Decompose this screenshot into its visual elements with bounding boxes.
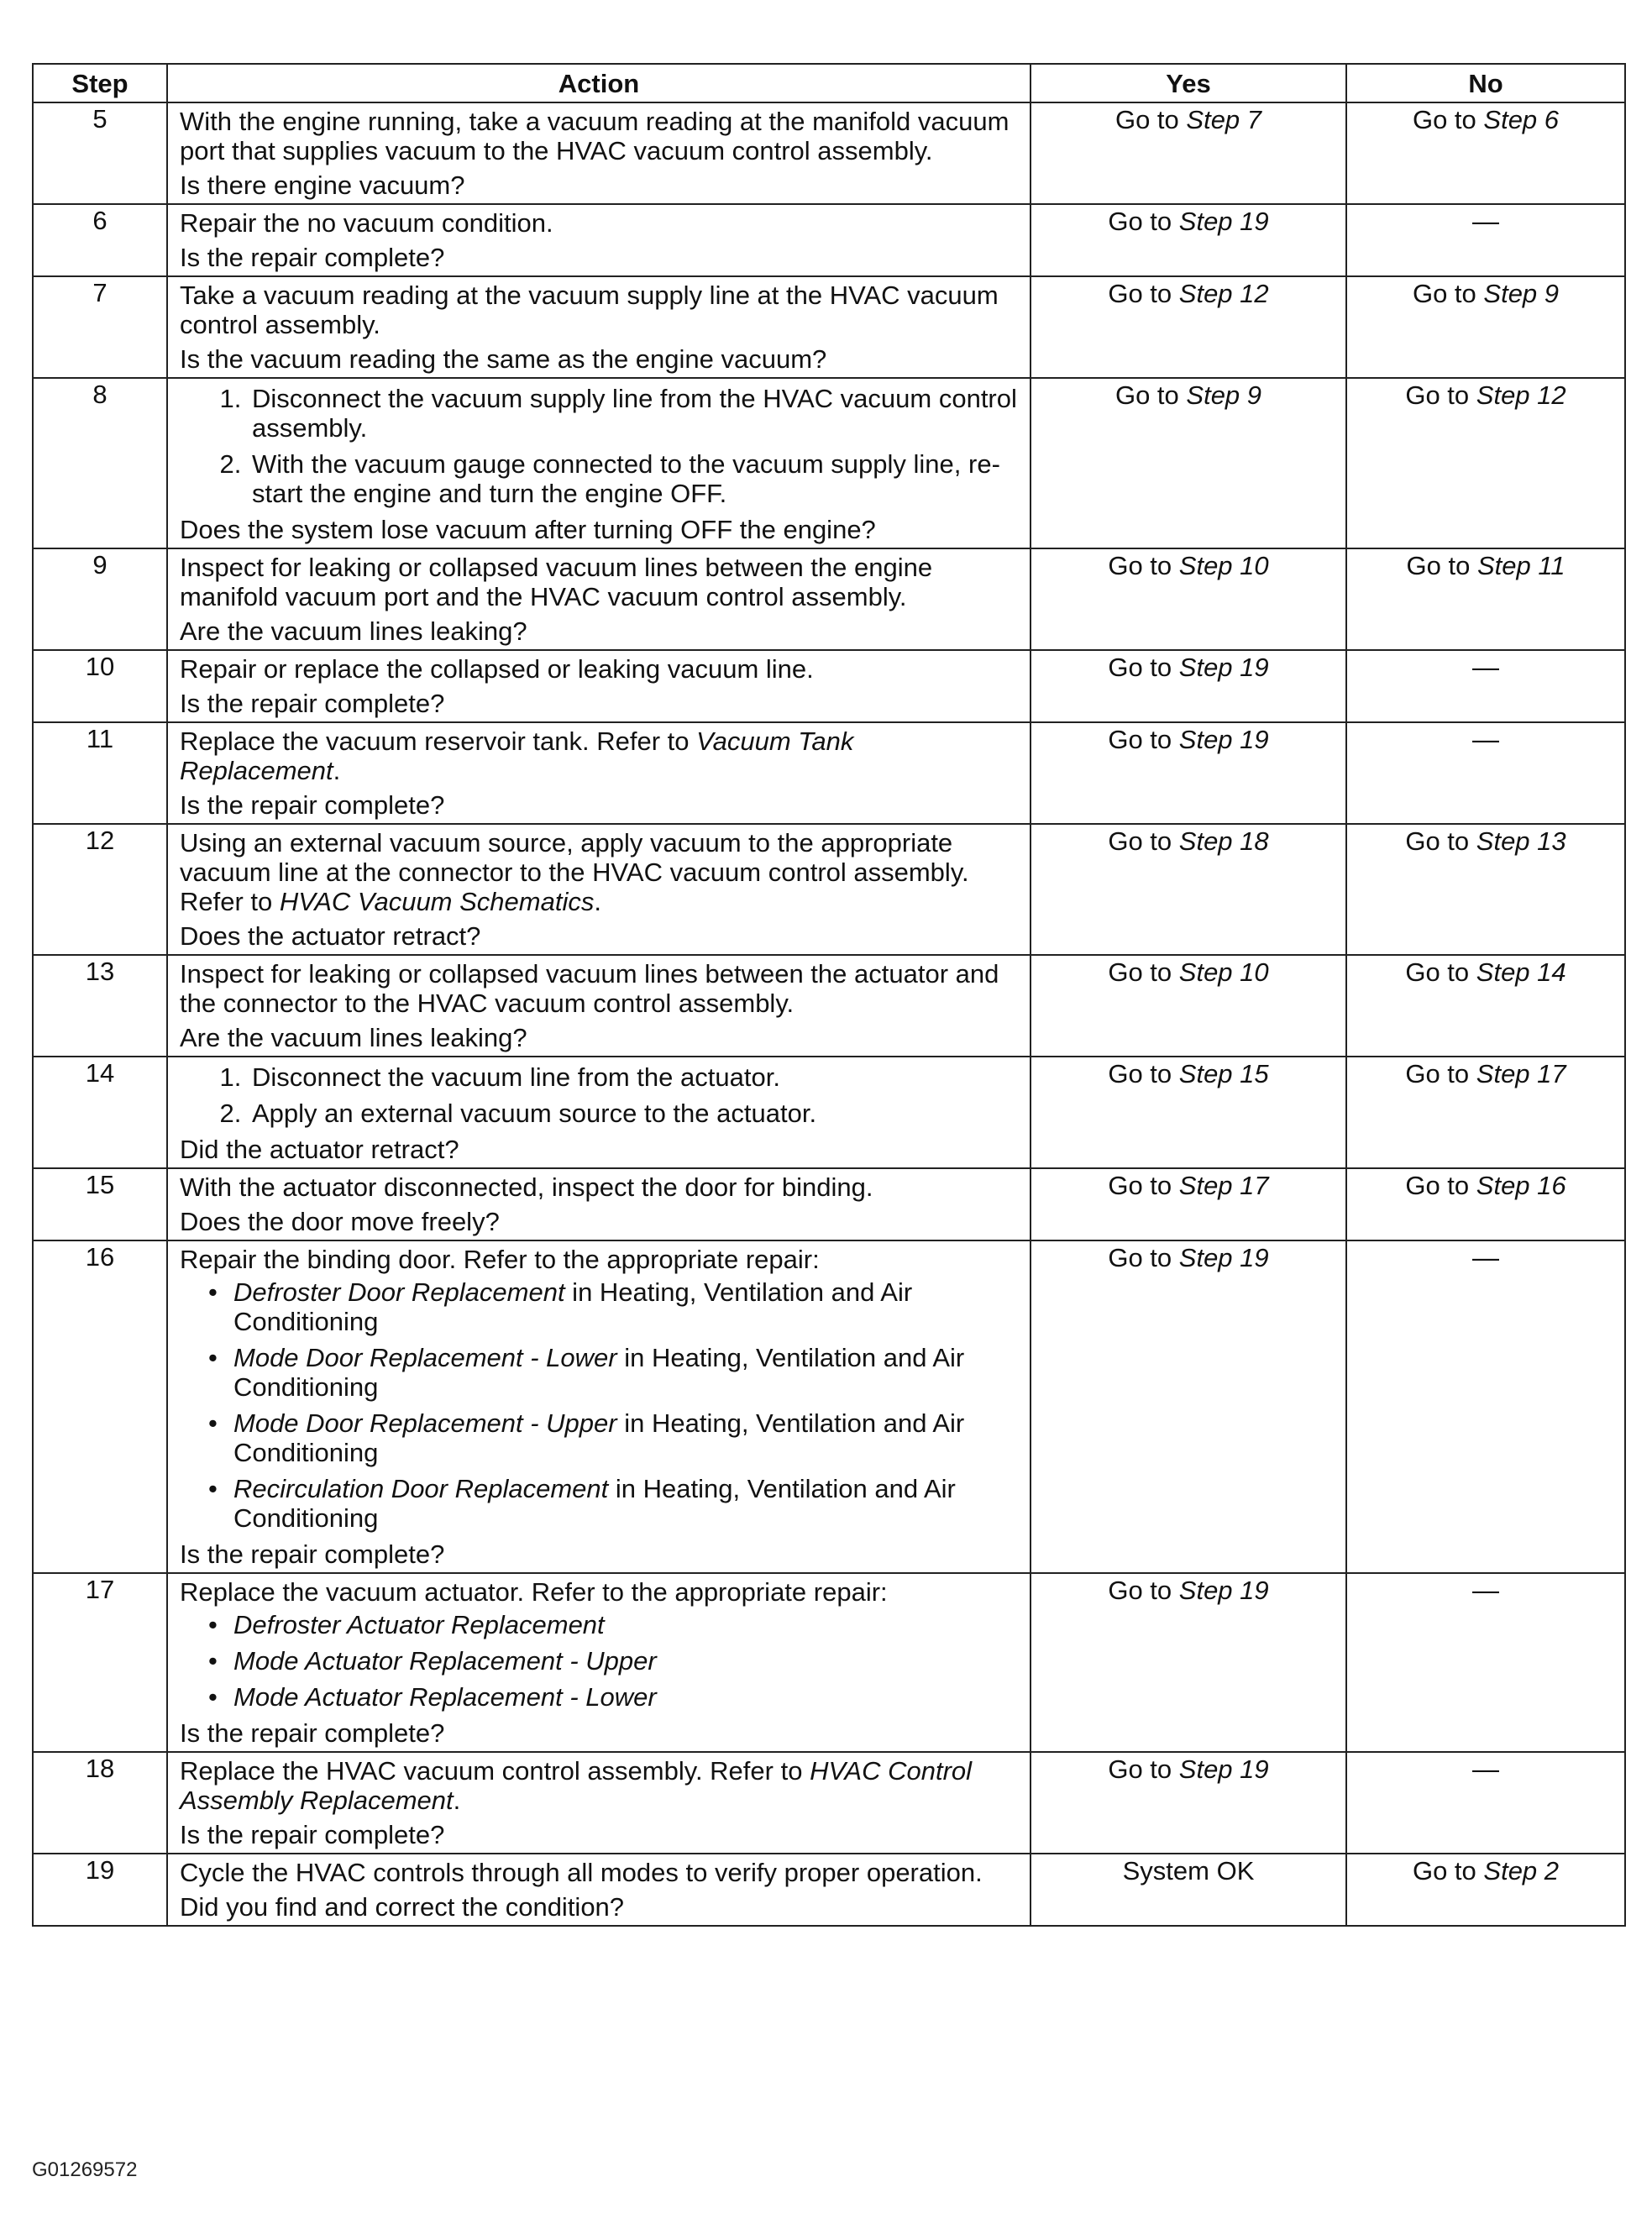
numbered-list [180, 384, 1020, 508]
step-link[interactable]: Step 14 [1476, 957, 1566, 987]
list-item [205, 1277, 1020, 1336]
step-link[interactable]: Step 10 [1178, 957, 1269, 987]
action-question: Is the repair complete? [180, 689, 445, 718]
goto-label: Go to [1405, 1171, 1470, 1200]
action-question: Are the vacuum lines leaking? [180, 616, 527, 646]
result-text: System OK [1122, 1856, 1255, 1885]
step-number: 14 [33, 1057, 167, 1168]
yes-cell [1031, 204, 1346, 276]
action-question: Is the repair complete? [180, 243, 445, 272]
goto-label: Go to [1108, 1243, 1172, 1272]
step-number: 12 [33, 824, 167, 955]
reference-suffix: in Heating, Ventilation and Air Conditioning [233, 1343, 965, 1402]
goto-label: Go to [1114, 105, 1179, 134]
bullet-list [180, 1277, 1020, 1533]
action-cell [167, 276, 1031, 378]
table-row [33, 722, 1625, 824]
action-cell [167, 824, 1031, 955]
step-number: 17 [33, 1573, 167, 1752]
step-link[interactable]: Step 19 [1178, 1243, 1269, 1272]
list-item [205, 1646, 1020, 1676]
step-link[interactable]: Step 6 [1483, 105, 1560, 134]
no-cell [1346, 1057, 1625, 1168]
yes-cell [1031, 102, 1346, 204]
list-item: 2. With the vacuum gauge connected to the vacuum supply line, re-start the engine and turn the engine OFF. [249, 449, 1020, 508]
step-link[interactable]: Step 17 [1476, 1059, 1566, 1088]
goto-label: Go to [1108, 1171, 1172, 1200]
yes-cell [1031, 650, 1346, 722]
goto-label: Go to [1108, 551, 1172, 580]
step-link[interactable]: Step 15 [1178, 1059, 1269, 1088]
step-number: 6 [33, 204, 167, 276]
action-instruction: With the actuator disconnected, inspect the door for binding. [180, 1172, 873, 1202]
no-result-dash: — [1472, 1754, 1499, 1784]
reference-suffix: in Heating, Ventilation and Air Conditioning [233, 1408, 965, 1467]
no-cell [1346, 1168, 1625, 1240]
goto-label: Go to [1108, 207, 1172, 236]
table-row [33, 1573, 1625, 1752]
action-question: Is the repair complete? [180, 1539, 445, 1569]
table-row [33, 1240, 1625, 1573]
step-number: 7 [33, 276, 167, 378]
table-row [33, 1168, 1625, 1240]
goto-label: Go to [1405, 1059, 1470, 1088]
action-text [180, 208, 1020, 238]
reference-link[interactable]: Defroster Actuator Replacement [233, 1610, 605, 1639]
yes-cell [1031, 1752, 1346, 1854]
action-text [180, 654, 1020, 684]
list-item: 1. Disconnect the vacuum supply line from the HVAC vacuum control assembly. [249, 384, 1020, 443]
no-cell [1346, 378, 1625, 548]
action-cell [167, 722, 1031, 824]
action-cell [167, 650, 1031, 722]
header-action: Action [167, 64, 1031, 102]
no-result-dash: — [1472, 724, 1499, 754]
action-question: Is the vacuum reading the same as the engine vacuum? [180, 344, 827, 374]
step-number: 15 [33, 1168, 167, 1240]
action-instruction: Take a vacuum reading at the vacuum supply line at the HVAC vacuum control assembly. [180, 281, 999, 339]
yes-cell [1031, 824, 1346, 955]
list-item [205, 1343, 1020, 1402]
goto-label: Go to [1108, 653, 1172, 682]
header-no: No [1346, 64, 1625, 102]
no-cell [1346, 276, 1625, 378]
step-link[interactable]: Step 19 [1178, 653, 1269, 682]
action-text [180, 1245, 1020, 1274]
step-link[interactable]: Step 9 [1483, 279, 1560, 308]
goto-label: Go to [1108, 826, 1172, 856]
action-text [180, 1172, 1020, 1202]
action-question: Are the vacuum lines leaking? [180, 1023, 527, 1052]
action-instruction: Using an external vacuum source, apply vacuum to the appropriate vacuum line at the connector to the HVAC vacuum control assembly. Refer to [180, 828, 969, 916]
reference-link[interactable]: Mode Actuator Replacement - Lower [233, 1682, 657, 1712]
reference-link[interactable]: Defroster Door Replacement [233, 1277, 565, 1307]
table-body [33, 102, 1625, 1926]
yes-cell [1031, 1057, 1346, 1168]
bullet-list [180, 1610, 1020, 1712]
step-number: 16 [33, 1240, 167, 1573]
action-instruction: Inspect for leaking or collapsed vacuum lines between the actuator and the connector to the HVAC vacuum control assembly. [180, 959, 999, 1018]
table-row [33, 548, 1625, 650]
goto-label: Go to [1108, 1059, 1172, 1088]
action-text: Replace the vacuum reservoir tank. Refer to Vacuum Tank Replacement. [180, 726, 854, 785]
no-cell [1346, 102, 1625, 204]
action-question: Is the repair complete? [180, 790, 445, 820]
action-instruction: With the engine running, take a vacuum reading at the manifold vacuum port that supplies vacuum to the HVAC vacuum control assembly. [180, 107, 1010, 165]
yes-cell [1031, 1854, 1346, 1926]
goto-label: Go to [1406, 551, 1471, 580]
reference-link[interactable]: HVAC Control Assembly Replacement [180, 1756, 973, 1815]
goto-label: Go to [1108, 725, 1172, 754]
step-link[interactable]: Step 11 [1476, 551, 1565, 580]
step-number: 9 [33, 548, 167, 650]
goto-label: Go to [1405, 380, 1470, 410]
action-cell [167, 1168, 1031, 1240]
reference-link[interactable]: Vacuum Tank Replacement [180, 726, 854, 785]
action-question: Did you find and correct the condition? [180, 1892, 625, 1922]
action-text [180, 281, 1020, 339]
step-link[interactable]: Step 10 [1178, 551, 1269, 580]
table-row [33, 1057, 1625, 1168]
no-cell [1346, 1240, 1625, 1573]
action-text [180, 959, 1020, 1018]
step-link[interactable]: Step 19 [1178, 1576, 1269, 1605]
action-text [180, 107, 1020, 165]
goto-label: Go to [1405, 826, 1470, 856]
step-number: 18 [33, 1752, 167, 1854]
list-item [205, 1408, 1020, 1467]
no-cell [1346, 548, 1625, 650]
goto-label: Go to [1108, 1754, 1172, 1784]
action-question: Is there engine vacuum? [180, 170, 465, 200]
list-item [205, 1610, 1020, 1639]
no-result-dash: — [1472, 1242, 1499, 1272]
action-instruction: Inspect for leaking or collapsed vacuum lines between the engine manifold vacuum port and the HVAC vacuum control assembly. [180, 553, 933, 611]
action-question: Does the system lose vacuum after turning OFF the engine? [180, 515, 876, 544]
reference-suffix: in Heating, Ventilation and Air Conditioning [233, 1277, 913, 1336]
step-link[interactable]: Step 7 [1186, 105, 1262, 134]
step-link[interactable]: Step 2 [1483, 1856, 1560, 1885]
list-item: 1. Disconnect the vacuum line from the actuator. [249, 1062, 1020, 1092]
action-instruction: Cycle the HVAC controls through all modes to verify proper operation. [180, 1858, 983, 1887]
action-text: Using an external vacuum source, apply vacuum to the appropriate vacuum line at the connector to the HVAC vacuum control assembly. Refer to HVAC Vacuum Schematics. [180, 828, 969, 916]
action-question: Did the actuator retract? [180, 1135, 459, 1164]
action-cell [167, 1854, 1031, 1926]
action-question: Does the actuator retract? [180, 921, 481, 951]
goto-label: Go to [1114, 380, 1179, 410]
list-item: 2. Apply an external vacuum source to the actuator. [249, 1099, 1020, 1128]
action-instruction: Replace the HVAC vacuum control assembly. Refer to [180, 1756, 803, 1786]
no-cell [1346, 955, 1625, 1057]
table-row [33, 955, 1625, 1057]
action-question: Does the door move freely? [180, 1207, 500, 1236]
step-link[interactable]: Step 19 [1178, 1754, 1269, 1784]
diagnostic-table [32, 63, 1626, 1927]
goto-label: Go to [1412, 1856, 1476, 1885]
step-link[interactable]: Step 12 [1178, 279, 1269, 308]
reference-suffix: in Heating, Ventilation and Air Conditioning [233, 1474, 956, 1533]
goto-label: Go to [1412, 279, 1476, 308]
step-link[interactable]: Step 16 [1476, 1171, 1566, 1200]
step-link[interactable]: Step 9 [1186, 380, 1262, 410]
no-cell [1346, 204, 1625, 276]
figure-id: G01269572 [32, 2158, 138, 2181]
reference-link[interactable]: Mode Actuator Replacement - Upper [233, 1646, 657, 1676]
action-text [180, 553, 1020, 611]
no-result-dash: — [1472, 1575, 1499, 1605]
step-number: 10 [33, 650, 167, 722]
list-item [205, 1474, 1020, 1533]
no-cell [1346, 824, 1625, 955]
table-header-row [33, 64, 1625, 102]
yes-cell [1031, 722, 1346, 824]
step-number: 5 [33, 102, 167, 204]
table-row [33, 204, 1625, 276]
step-number: 19 [33, 1854, 167, 1926]
action-instruction: Replace the vacuum reservoir tank. Refer to [180, 726, 690, 756]
no-cell [1346, 1752, 1625, 1854]
header-step: Step [33, 64, 167, 102]
list-item [205, 1682, 1020, 1712]
reference-link[interactable]: Recirculation Door Replacement [233, 1474, 609, 1503]
yes-cell [1031, 276, 1346, 378]
step-link[interactable]: Step 17 [1178, 1171, 1269, 1200]
no-cell [1346, 1854, 1625, 1926]
table-row [33, 1752, 1625, 1854]
action-question: Is the repair complete? [180, 1820, 445, 1849]
no-cell [1346, 650, 1625, 722]
table-row [33, 102, 1625, 204]
yes-cell [1031, 378, 1346, 548]
table-row [33, 276, 1625, 378]
table-row [33, 378, 1625, 548]
action-cell [167, 1573, 1031, 1752]
goto-label: Go to [1108, 1576, 1172, 1605]
action-text [180, 1858, 1020, 1887]
step-number: 11 [33, 722, 167, 824]
step-number: 8 [33, 378, 167, 548]
yes-cell [1031, 1573, 1346, 1752]
action-cell [167, 1240, 1031, 1573]
action-question: Is the repair complete? [180, 1718, 445, 1748]
action-instruction: Repair the binding door. Refer to the appropriate repair: [180, 1245, 820, 1274]
step-link[interactable]: Step 13 [1476, 826, 1566, 856]
step-link[interactable]: Step 18 [1178, 826, 1269, 856]
action-text: Replace the HVAC vacuum control assembly. Refer to HVAC Control Assembly Replacement. [180, 1756, 973, 1815]
action-instruction: Repair the no vacuum condition. [180, 208, 553, 238]
action-instruction: Repair or replace the collapsed or leaking vacuum line. [180, 654, 814, 684]
yes-cell [1031, 1168, 1346, 1240]
table-row [33, 824, 1625, 955]
goto-label: Go to [1108, 279, 1172, 308]
numbered-list [180, 1062, 1020, 1128]
table-row [33, 650, 1625, 722]
table-row [33, 1854, 1625, 1926]
action-cell [167, 378, 1031, 548]
action-cell [167, 548, 1031, 650]
action-cell [167, 1057, 1031, 1168]
action-cell [167, 102, 1031, 204]
yes-cell [1031, 548, 1346, 650]
goto-label: Go to [1108, 957, 1172, 987]
no-result-dash: — [1472, 206, 1499, 236]
yes-cell [1031, 955, 1346, 1057]
no-result-dash: — [1472, 652, 1499, 682]
action-cell [167, 955, 1031, 1057]
header-yes: Yes [1031, 64, 1346, 102]
reference-link[interactable]: HVAC Vacuum Schematics [279, 887, 595, 916]
reference-link[interactable]: Mode Door Replacement - Lower [233, 1343, 617, 1372]
step-number: 13 [33, 955, 167, 1057]
yes-cell [1031, 1240, 1346, 1573]
action-cell [167, 1752, 1031, 1854]
action-text [180, 1577, 1020, 1607]
step-link[interactable]: Step 12 [1476, 380, 1566, 410]
goto-label: Go to [1405, 957, 1470, 987]
reference-link[interactable]: Mode Door Replacement - Upper [233, 1408, 617, 1438]
action-cell [167, 204, 1031, 276]
goto-label: Go to [1412, 105, 1476, 134]
step-link[interactable]: Step 19 [1178, 725, 1269, 754]
no-cell [1346, 1573, 1625, 1752]
step-link[interactable]: Step 19 [1178, 207, 1269, 236]
no-cell [1346, 722, 1625, 824]
action-instruction: Replace the vacuum actuator. Refer to the appropriate repair: [180, 1577, 888, 1607]
